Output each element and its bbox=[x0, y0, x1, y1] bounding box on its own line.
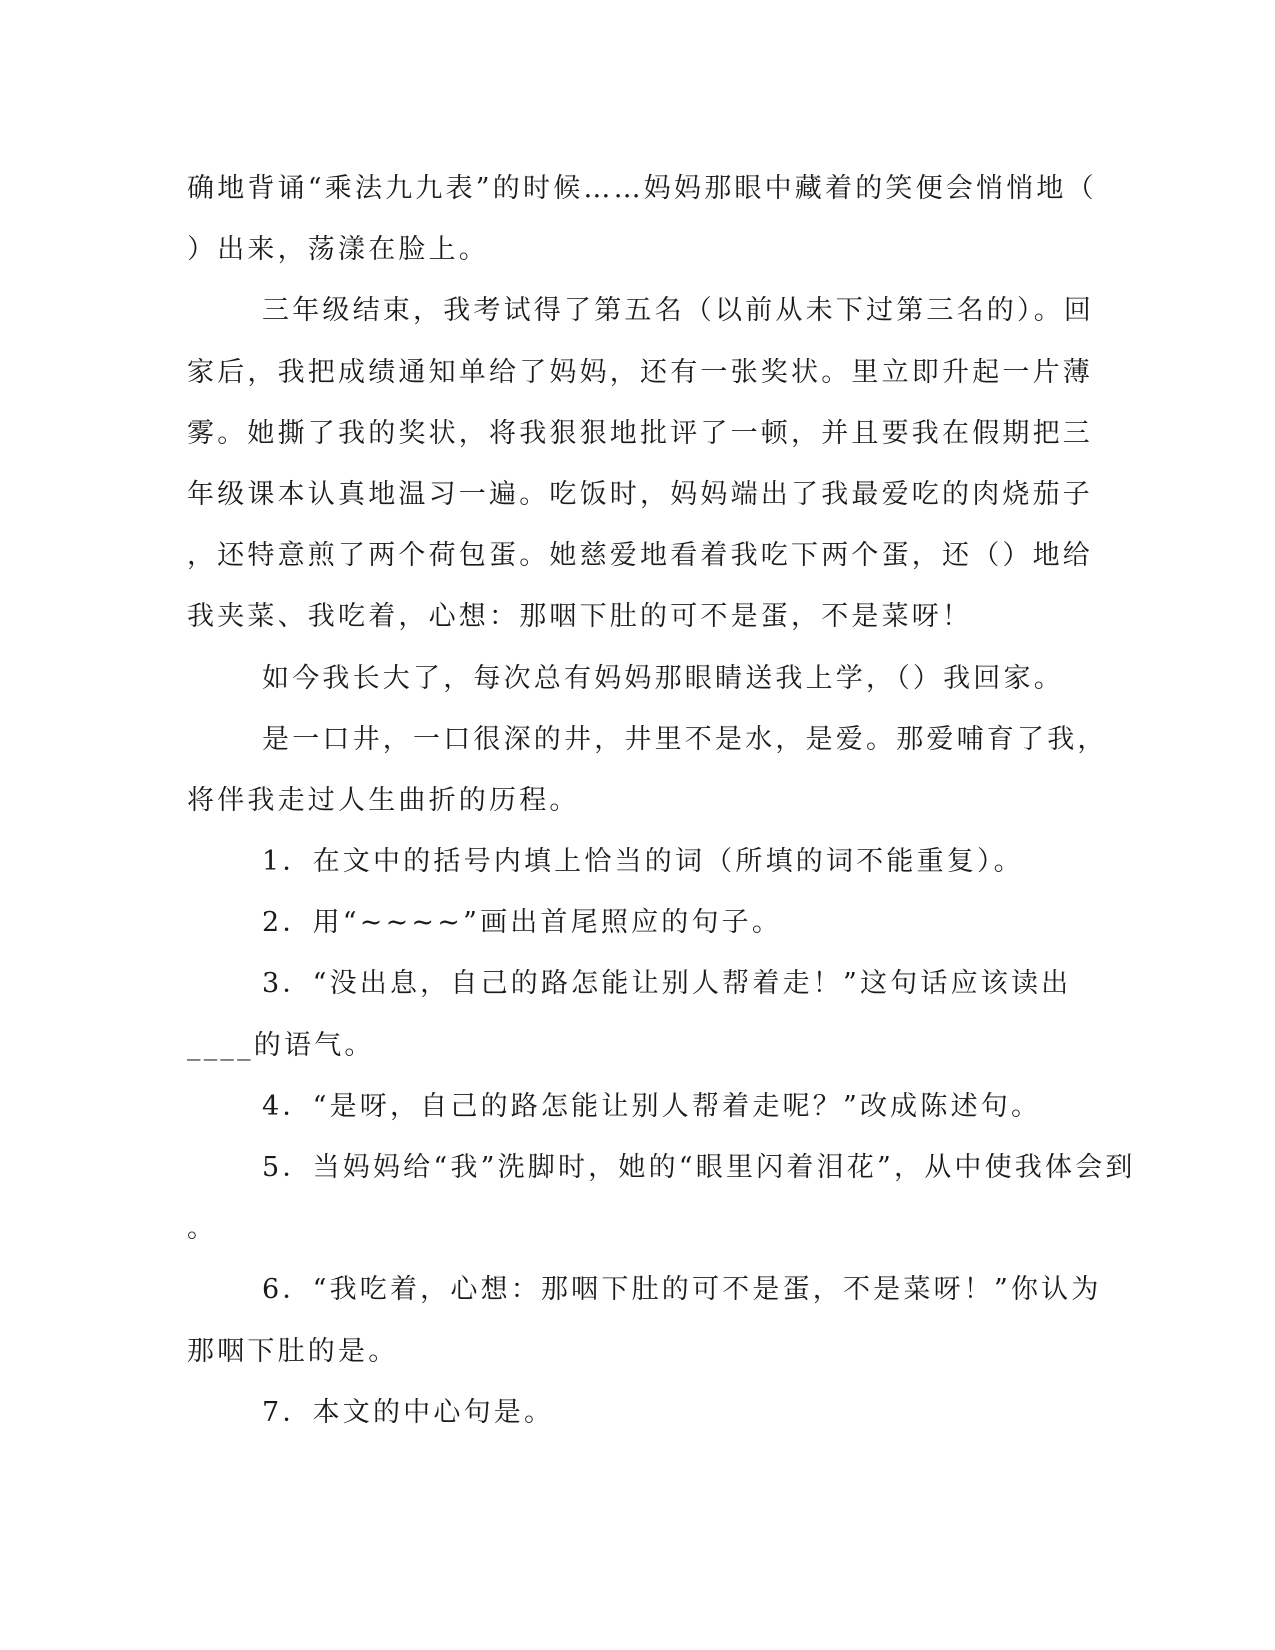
question-3-continuation: ____的语气。 bbox=[187, 1029, 375, 1061]
question-7: 7．本文的中心句是。 bbox=[262, 1396, 555, 1428]
question-6-continuation: 那咽下肚的是。 bbox=[187, 1335, 399, 1367]
text-line: 雾。她撕了我的奖状，将我狠狠地批评了一顿，并且要我在假期把三 bbox=[187, 417, 1093, 449]
text-line: 三年级结束，我考试得了第五名（以前从未下过第三名的）。回 bbox=[262, 295, 1095, 327]
text-line: 年级课本认真地温习一遍。吃饭时，妈妈端出了我最爱吃的肉烧茄子 bbox=[187, 478, 1093, 510]
text-line: 将伴我走过人生曲折的历程。 bbox=[187, 784, 580, 816]
question-3: 3．“没出息，自己的路怎能让别人帮着走！”这句话应该读出 bbox=[262, 968, 1072, 1000]
text-line: 确地背诵“乘法九九表”的时候……妈妈那眼中藏着的笑便会悄悄地（ bbox=[187, 173, 1097, 204]
question-5: 5．当妈妈给“我”洗脚时，她的“眼里闪着泪花”，从中使我体会到 bbox=[262, 1152, 1136, 1183]
text-line: 是一口井，一口很深的井，井里不是水，是爱。那爱哺育了我， bbox=[262, 723, 1108, 755]
question-4: 4．“是呀，自己的路怎能让别人帮着走呢？”改成陈述句。 bbox=[262, 1090, 1042, 1122]
question-1: 1．在文中的括号内填上恰当的词（所填的词不能重复）。 bbox=[262, 846, 1024, 878]
text-line: ，还特意煎了两个荷包蛋。她慈爱地看着我吃下两个蛋，还（）地给 bbox=[187, 540, 1093, 572]
text-line: 家后，我把成绩通知单给了妈妈，还有一张奖状。里立即升起一片薄 bbox=[187, 356, 1093, 388]
text-line: 如今我长大了，每次总有妈妈那眼睛送我上学，（）我回家。 bbox=[262, 662, 1064, 694]
question-6: 6．“我吃着，心想：那咽下肚的可不是蛋，不是菜呀！”你认为 bbox=[262, 1274, 1102, 1306]
document-body bbox=[187, 158, 1136, 1443]
text-line: 我夹菜、我吃着，心想：那咽下肚的可不是蛋，不是菜呀！ bbox=[187, 601, 973, 633]
text-line: ）出来，荡漾在脸上。 bbox=[187, 234, 489, 266]
question-2: 2．用“~~~~”画出首尾照应的句子。 bbox=[262, 907, 783, 939]
question-5-continuation: 。 bbox=[187, 1213, 218, 1245]
